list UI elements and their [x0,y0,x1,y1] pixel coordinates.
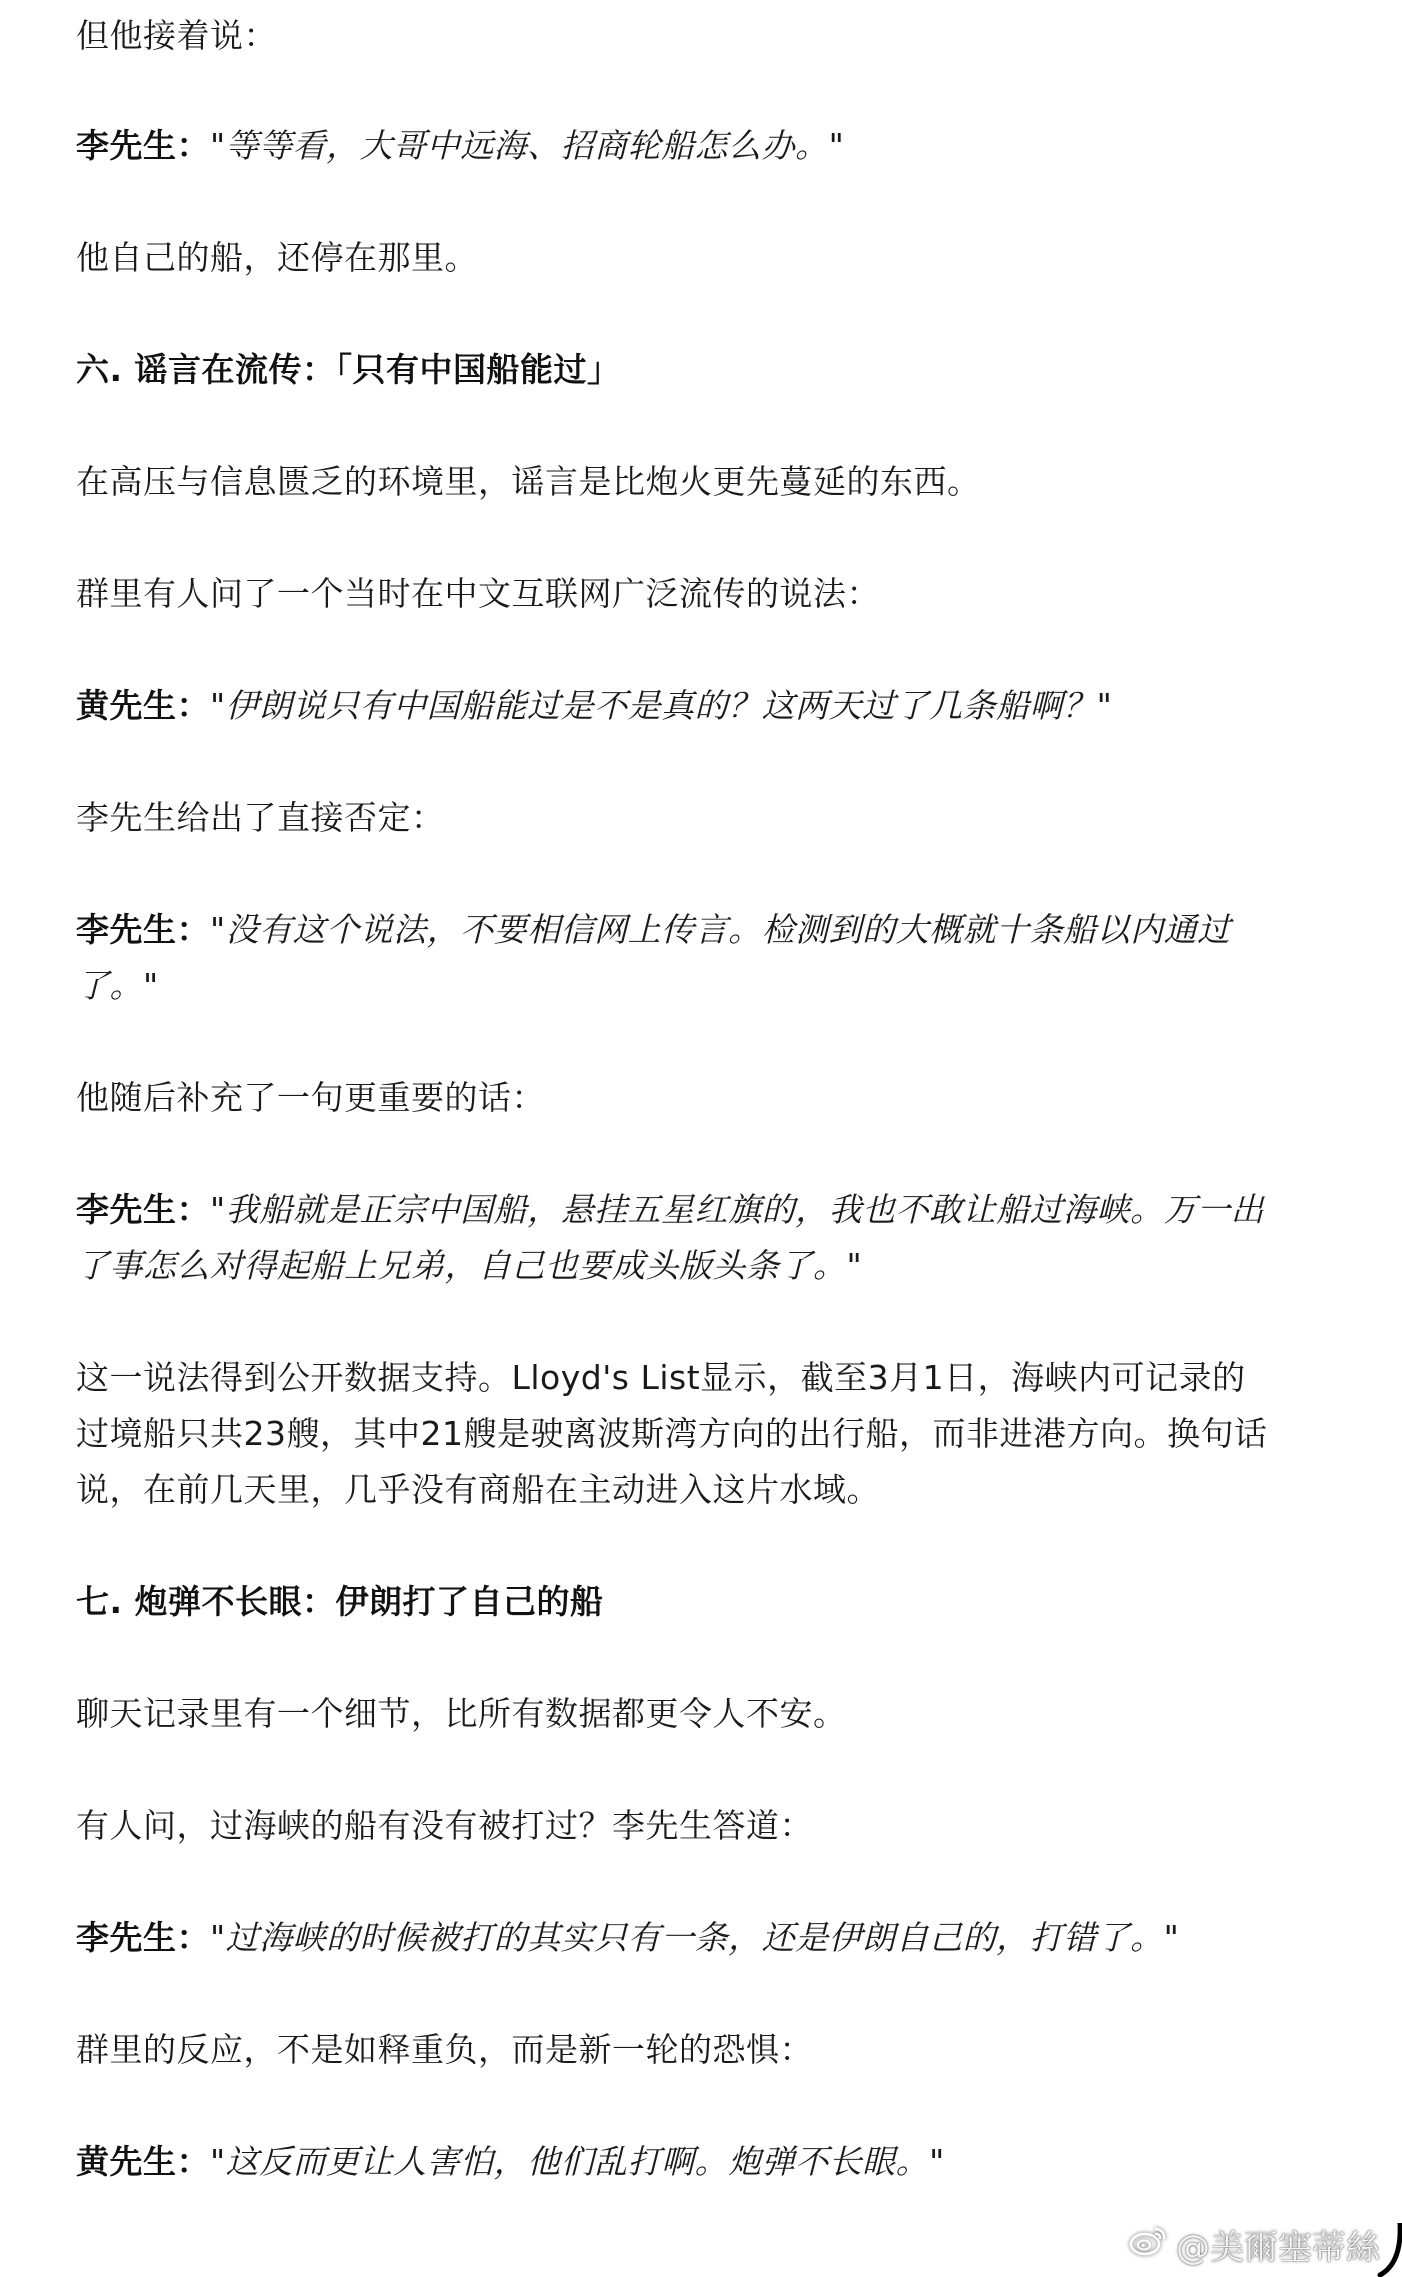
speaker-name: 黄先生： [76,686,210,725]
paragraph: 他随后补充了一句更重要的话： [76,1078,545,1117]
watermark [1128,2220,1380,2269]
quote-paragraph [76,118,1306,174]
quote-text: "过海峡的时候被打的其实只有一条，还是伊朗自己的，打错了。" [210,1918,1180,1957]
paragraph: 群里的反应，不是如释重负，而是新一轮的恐惧： [76,2030,813,2069]
speaker-name: 李先生： [76,910,210,949]
paragraph: 但他接着说： [76,16,277,55]
quote-text: "我船就是正宗中国船，悬挂五星红旗的，我也不敢让船过海峡。万一出了事怎么对得起船上兄弟，自己也要成头版头条了。" [76,1190,1265,1285]
paragraph: 他自己的船，还停在那里。 [76,238,478,277]
quote-text: "这反而更让人害怕，他们乱打啊。炮弹不长眼。" [210,2142,945,2181]
quote-paragraph [76,1910,1306,1966]
speaker-name: 李先生： [76,1190,210,1229]
section-heading: 六. 谣言在流传：「只有中国船能过」 [76,350,621,389]
speaker-name: 李先生： [76,126,210,165]
paragraph: 在高压与信息匮乏的环境里，谣言是比炮火更先蔓延的东西。 [76,462,981,501]
speaker-name: 李先生： [76,1918,210,1957]
paragraph: 这一说法得到公开数据支持。Lloyd's List显示，截至3月1日，海峡内可记录的过境船只共23艘，其中21艘是驶离波斯湾方向的出行船，而非进港方向。换句话说，在前几天里，几乎没有商船在主动进入这片水域。 [76,1358,1268,1509]
quote-paragraph [76,902,1256,1014]
weibo-icon [1128,2223,1168,2266]
quote-text: "没有这个说法，不要相信网上传言。检测到的大概就十条船以内通过了。" [76,910,1231,1005]
quote-paragraph [76,2134,1306,2190]
quote-paragraph [76,1182,1296,1294]
paragraph: 有人问，过海峡的船有没有被打过？李先生答道： [76,1806,813,1845]
watermark-text: @美爾塞蒂絲 [1176,2228,1380,2268]
speaker-name: 黄先生： [76,2142,210,2181]
paragraph: 李先生给出了直接否定： [76,798,445,837]
section-heading: 七. 炮弹不长眼：伊朗打了自己的船 [76,1582,604,1621]
quote-text: "等等看，大哥中远海、招商轮船怎么办。" [210,126,845,165]
paragraph: 群里有人问了一个当时在中文互联网广泛流传的说法： [76,574,880,613]
corner-mark [1376,2223,1402,2277]
paragraph: 聊天记录里有一个细节，比所有数据都更令人不安。 [76,1694,847,1733]
quote-paragraph [76,678,1306,734]
quote-text: "伊朗说只有中国船能过是不是真的？这两天过了几条船啊？" [210,686,1113,725]
